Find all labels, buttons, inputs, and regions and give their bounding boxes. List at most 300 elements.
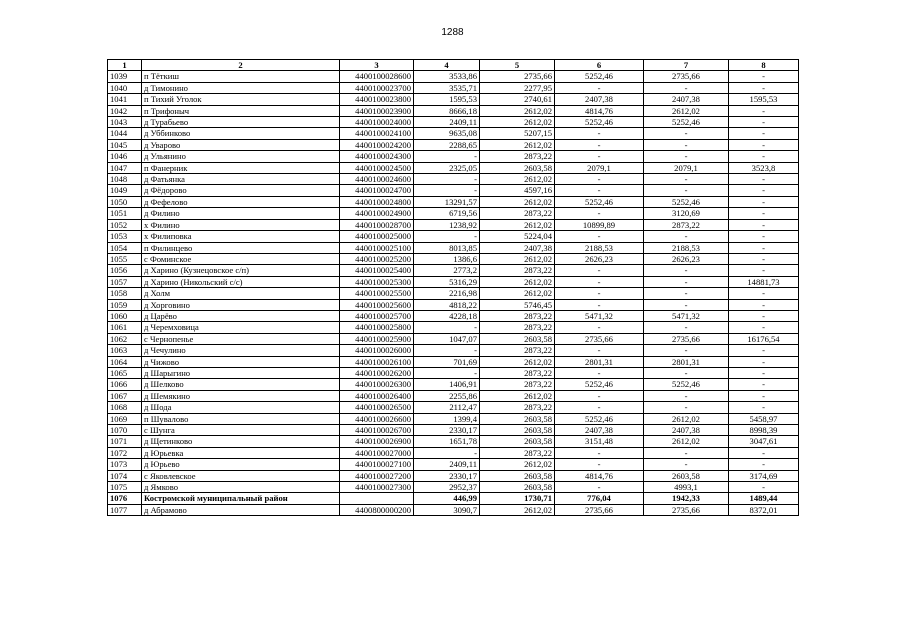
- table-row: [108, 436, 799, 447]
- settlement-name-cell: д Юрьевка: [142, 447, 340, 458]
- value-col-6-cell: -: [555, 139, 644, 150]
- code-cell: 4400100025300: [340, 276, 414, 287]
- data-table: [107, 59, 799, 516]
- row-number-cell: 1040: [108, 82, 142, 93]
- value-col-6-cell: 2801,31: [555, 356, 644, 367]
- row-number-cell: 1073: [108, 459, 142, 470]
- value-col-8-cell: -: [729, 265, 799, 276]
- settlement-name-cell: с Шунга: [142, 425, 340, 436]
- table-row: [108, 322, 799, 333]
- value-col-4-cell: 2409,11: [414, 117, 480, 128]
- table-row: [108, 219, 799, 230]
- row-number-cell: 1044: [108, 128, 142, 139]
- value-col-7-cell: 5252,46: [644, 117, 729, 128]
- settlement-name-cell: д Харино (Никольский с/с): [142, 276, 340, 287]
- value-col-5-cell: 2873,22: [480, 402, 555, 413]
- value-col-7-cell: 2079,1: [644, 162, 729, 173]
- settlement-name-cell: д Фатьянка: [142, 174, 340, 185]
- value-col-7-cell: -: [644, 367, 729, 378]
- value-col-8-cell: -: [729, 219, 799, 230]
- settlement-name-cell: Костромской муниципальный район: [142, 493, 340, 504]
- value-col-7-cell: 2873,22: [644, 219, 729, 230]
- row-number-cell: 1043: [108, 117, 142, 128]
- value-col-4-cell: 3533,86: [414, 71, 480, 82]
- value-col-5-cell: 2873,22: [480, 447, 555, 458]
- row-number-cell: 1054: [108, 242, 142, 253]
- value-col-8-cell: 8998,39: [729, 425, 799, 436]
- value-col-7-cell: 2735,66: [644, 333, 729, 344]
- table-row: [108, 82, 799, 93]
- row-number-cell: 1056: [108, 265, 142, 276]
- table-row: [108, 345, 799, 356]
- value-col-4-cell: 2112,47: [414, 402, 480, 413]
- value-col-6-cell: 10899,89: [555, 219, 644, 230]
- code-cell: 4400100024600: [340, 174, 414, 185]
- settlement-name-cell: д Щетинково: [142, 436, 340, 447]
- row-number-cell: 1069: [108, 413, 142, 424]
- value-col-5-cell: 2612,02: [480, 253, 555, 264]
- code-cell: 4400100025700: [340, 310, 414, 321]
- settlement-name-cell: д Чечулино: [142, 345, 340, 356]
- value-col-7-cell: -: [644, 128, 729, 139]
- value-col-7-cell: 2801,31: [644, 356, 729, 367]
- row-number-cell: 1055: [108, 253, 142, 264]
- value-col-8-cell: -: [729, 128, 799, 139]
- value-col-8-cell: -: [729, 402, 799, 413]
- row-number-cell: 1041: [108, 94, 142, 105]
- value-col-8-cell: -: [729, 379, 799, 390]
- value-col-6-cell: -: [555, 288, 644, 299]
- value-col-8-cell: -: [729, 174, 799, 185]
- table-row: [108, 447, 799, 458]
- value-col-7-cell: -: [644, 322, 729, 333]
- value-col-8-cell: -: [729, 253, 799, 264]
- table-row: [108, 333, 799, 344]
- value-col-8-cell: -: [729, 367, 799, 378]
- table-row: [108, 470, 799, 481]
- code-cell: 4400100027100: [340, 459, 414, 470]
- value-col-4-cell: 8666,18: [414, 105, 480, 116]
- settlement-name-cell: с Чернопенье: [142, 333, 340, 344]
- value-col-8-cell: -: [729, 288, 799, 299]
- value-col-8-cell: -: [729, 345, 799, 356]
- value-col-7-cell: -: [644, 299, 729, 310]
- table-body: [108, 71, 799, 516]
- value-col-7-cell: -: [644, 265, 729, 276]
- code-cell: 4400100025000: [340, 231, 414, 242]
- settlement-name-cell: д Чижово: [142, 356, 340, 367]
- value-col-4-cell: 1238,92: [414, 219, 480, 230]
- value-col-6-cell: -: [555, 367, 644, 378]
- value-col-6-cell: 2079,1: [555, 162, 644, 173]
- row-number-cell: 1047: [108, 162, 142, 173]
- value-col-8-cell: -: [729, 299, 799, 310]
- row-number-cell: 1062: [108, 333, 142, 344]
- value-col-5-cell: 2603,58: [480, 425, 555, 436]
- code-cell: 4400100024500: [340, 162, 414, 173]
- code-cell: 4400100023800: [340, 94, 414, 105]
- value-col-8-cell: -: [729, 105, 799, 116]
- value-col-5-cell: 2603,58: [480, 333, 555, 344]
- column-header-2: 2: [142, 60, 340, 71]
- code-cell: 4400100026300: [340, 379, 414, 390]
- settlement-name-cell: п Фанерник: [142, 162, 340, 173]
- settlement-name-cell: п Трифоныч: [142, 105, 340, 116]
- value-col-4-cell: 5316,29: [414, 276, 480, 287]
- row-number-cell: 1067: [108, 390, 142, 401]
- code-cell: 4400100026600: [340, 413, 414, 424]
- value-col-5-cell: 2873,22: [480, 265, 555, 276]
- table-row: [108, 174, 799, 185]
- code-cell: 4400100023700: [340, 82, 414, 93]
- settlement-name-cell: д Шарыгино: [142, 367, 340, 378]
- code-cell: 4400100025100: [340, 242, 414, 253]
- value-col-6-cell: -: [555, 231, 644, 242]
- column-header-7: 7: [644, 60, 729, 71]
- value-col-4-cell: 4818,22: [414, 299, 480, 310]
- value-col-7-cell: 5252,46: [644, 379, 729, 390]
- value-col-8-cell: -: [729, 71, 799, 82]
- settlement-name-cell: п Филинцево: [142, 242, 340, 253]
- table-row: [108, 413, 799, 424]
- row-number-cell: 1076: [108, 493, 142, 504]
- value-col-6-cell: -: [555, 459, 644, 470]
- settlement-name-cell: д Уварово: [142, 139, 340, 150]
- value-col-5-cell: 2603,58: [480, 482, 555, 493]
- settlement-name-cell: п Тихий Уголок: [142, 94, 340, 105]
- row-number-cell: 1039: [108, 71, 142, 82]
- value-col-5-cell: 2612,02: [480, 139, 555, 150]
- value-col-8-cell: -: [729, 117, 799, 128]
- row-number-cell: 1068: [108, 402, 142, 413]
- value-col-6-cell: -: [555, 447, 644, 458]
- table-row: [108, 139, 799, 150]
- settlement-name-cell: д Уббинково: [142, 128, 340, 139]
- value-col-4-cell: -: [414, 151, 480, 162]
- value-col-7-cell: 2612,02: [644, 413, 729, 424]
- value-col-4-cell: 2330,17: [414, 470, 480, 481]
- value-col-6-cell: 2407,38: [555, 94, 644, 105]
- table-row: [108, 425, 799, 436]
- code-cell: 4400100025200: [340, 253, 414, 264]
- value-col-5-cell: 2873,22: [480, 367, 555, 378]
- table-row: [108, 208, 799, 219]
- header-row: [108, 60, 799, 71]
- value-col-8-cell: -: [729, 447, 799, 458]
- value-col-7-cell: -: [644, 231, 729, 242]
- value-col-8-cell: 16176,54: [729, 333, 799, 344]
- value-col-4-cell: -: [414, 322, 480, 333]
- value-col-6-cell: 2735,66: [555, 333, 644, 344]
- value-col-8-cell: -: [729, 242, 799, 253]
- table-row-subtotal: [108, 493, 799, 504]
- code-cell: 4400100023900: [340, 105, 414, 116]
- code-cell: 4400100028700: [340, 219, 414, 230]
- value-col-8-cell: 5458,97: [729, 413, 799, 424]
- value-col-6-cell: -: [555, 151, 644, 162]
- table-row: [108, 265, 799, 276]
- table-row: [108, 310, 799, 321]
- column-header-6: 6: [555, 60, 644, 71]
- row-number-cell: 1045: [108, 139, 142, 150]
- value-col-8-cell: 1595,53: [729, 94, 799, 105]
- value-col-7-cell: -: [644, 390, 729, 401]
- row-number-cell: 1052: [108, 219, 142, 230]
- value-col-4-cell: 2288,65: [414, 139, 480, 150]
- row-number-cell: 1051: [108, 208, 142, 219]
- table-row: [108, 105, 799, 116]
- settlement-name-cell: д Фефелово: [142, 196, 340, 207]
- column-header-8: 8: [729, 60, 799, 71]
- row-number-cell: 1042: [108, 105, 142, 116]
- value-col-7-cell: 2612,02: [644, 436, 729, 447]
- code-cell: 4400100025600: [340, 299, 414, 310]
- code-cell: 4400100026200: [340, 367, 414, 378]
- value-col-4-cell: 13291,57: [414, 196, 480, 207]
- value-col-8-cell: -: [729, 322, 799, 333]
- row-number-cell: 1050: [108, 196, 142, 207]
- row-number-cell: 1074: [108, 470, 142, 481]
- value-col-7-cell: 2407,38: [644, 94, 729, 105]
- value-col-4-cell: -: [414, 185, 480, 196]
- value-col-4-cell: 2325,05: [414, 162, 480, 173]
- value-col-6-cell: -: [555, 402, 644, 413]
- code-cell: 4400100024700: [340, 185, 414, 196]
- value-col-6-cell: 5252,46: [555, 71, 644, 82]
- value-col-5-cell: 2277,95: [480, 82, 555, 93]
- table-row: [108, 299, 799, 310]
- value-col-5-cell: 2612,02: [480, 117, 555, 128]
- settlement-name-cell: д Черемховица: [142, 322, 340, 333]
- value-col-4-cell: 2330,17: [414, 425, 480, 436]
- value-col-6-cell: 3151,48: [555, 436, 644, 447]
- value-col-5-cell: 1730,71: [480, 493, 555, 504]
- row-number-cell: 1063: [108, 345, 142, 356]
- value-col-6-cell: -: [555, 299, 644, 310]
- value-col-5-cell: 5224,04: [480, 231, 555, 242]
- row-number-cell: 1046: [108, 151, 142, 162]
- row-number-cell: 1075: [108, 482, 142, 493]
- code-cell: 4400100026700: [340, 425, 414, 436]
- value-col-6-cell: 5252,46: [555, 379, 644, 390]
- value-col-6-cell: -: [555, 174, 644, 185]
- value-col-8-cell: 14881,73: [729, 276, 799, 287]
- value-col-5-cell: 2873,22: [480, 345, 555, 356]
- value-col-4-cell: -: [414, 345, 480, 356]
- column-header-3: 3: [340, 60, 414, 71]
- settlement-name-cell: д Шемякино: [142, 390, 340, 401]
- value-col-8-cell: 3523,8: [729, 162, 799, 173]
- code-cell: 4400100024000: [340, 117, 414, 128]
- table-row: [108, 162, 799, 173]
- row-number-cell: 1057: [108, 276, 142, 287]
- value-col-6-cell: -: [555, 276, 644, 287]
- row-number-cell: 1072: [108, 447, 142, 458]
- table-row: [108, 276, 799, 287]
- value-col-7-cell: 2735,66: [644, 504, 729, 515]
- value-col-4-cell: 1399,4: [414, 413, 480, 424]
- value-col-5-cell: 2873,22: [480, 208, 555, 219]
- value-col-7-cell: -: [644, 459, 729, 470]
- value-col-5-cell: 2740,61: [480, 94, 555, 105]
- table-row: [108, 288, 799, 299]
- table-row: [108, 196, 799, 207]
- row-number-cell: 1060: [108, 310, 142, 321]
- value-col-6-cell: 5252,46: [555, 413, 644, 424]
- value-col-4-cell: 9635,08: [414, 128, 480, 139]
- value-col-5-cell: 2612,02: [480, 105, 555, 116]
- value-col-7-cell: -: [644, 402, 729, 413]
- value-col-6-cell: -: [555, 185, 644, 196]
- value-col-4-cell: 1386,6: [414, 253, 480, 264]
- value-col-4-cell: 6719,56: [414, 208, 480, 219]
- value-col-5-cell: 2612,02: [480, 276, 555, 287]
- column-header-1: 1: [108, 60, 142, 71]
- value-col-7-cell: -: [644, 185, 729, 196]
- code-cell: 4400100025800: [340, 322, 414, 333]
- table-row: [108, 459, 799, 470]
- value-col-5-cell: 2612,02: [480, 356, 555, 367]
- value-col-7-cell: 4993,1: [644, 482, 729, 493]
- page-number: 1288: [441, 27, 464, 38]
- code-cell: 4400100028600: [340, 71, 414, 82]
- row-number-cell: 1058: [108, 288, 142, 299]
- value-col-5-cell: 2603,58: [480, 162, 555, 173]
- value-col-8-cell: 3047,61: [729, 436, 799, 447]
- value-col-8-cell: 1489,44: [729, 493, 799, 504]
- column-header-5: 5: [480, 60, 555, 71]
- value-col-4-cell: 2409,11: [414, 459, 480, 470]
- settlement-name-cell: с Фоминское: [142, 253, 340, 264]
- settlement-name-cell: х Филиповка: [142, 231, 340, 242]
- value-col-6-cell: 5252,46: [555, 196, 644, 207]
- table-row: [108, 185, 799, 196]
- table-row: [108, 390, 799, 401]
- table-row: [108, 128, 799, 139]
- row-number-cell: 1064: [108, 356, 142, 367]
- row-number-cell: 1077: [108, 504, 142, 515]
- settlement-name-cell: п Шувалово: [142, 413, 340, 424]
- settlement-name-cell: д Филино: [142, 208, 340, 219]
- settlement-name-cell: с Яковлевское: [142, 470, 340, 481]
- value-col-6-cell: 4814,76: [555, 470, 644, 481]
- settlement-name-cell: д Ульянино: [142, 151, 340, 162]
- value-col-8-cell: -: [729, 196, 799, 207]
- value-col-7-cell: 2626,23: [644, 253, 729, 264]
- table-row: [108, 379, 799, 390]
- value-col-4-cell: 701,69: [414, 356, 480, 367]
- code-cell: 4400100026100: [340, 356, 414, 367]
- value-col-6-cell: 2626,23: [555, 253, 644, 264]
- value-col-6-cell: -: [555, 265, 644, 276]
- value-col-8-cell: -: [729, 82, 799, 93]
- value-col-4-cell: 1651,78: [414, 436, 480, 447]
- value-col-6-cell: -: [555, 322, 644, 333]
- settlement-name-cell: д Юрьево: [142, 459, 340, 470]
- value-col-8-cell: -: [729, 231, 799, 242]
- value-col-8-cell: -: [729, 390, 799, 401]
- value-col-8-cell: -: [729, 208, 799, 219]
- settlement-name-cell: д Хорговино: [142, 299, 340, 310]
- code-cell: 4400100024100: [340, 128, 414, 139]
- value-col-5-cell: 2612,02: [480, 288, 555, 299]
- value-col-8-cell: -: [729, 310, 799, 321]
- value-col-4-cell: 2773,2: [414, 265, 480, 276]
- value-col-5-cell: 5207,15: [480, 128, 555, 139]
- code-cell: 4400100024900: [340, 208, 414, 219]
- value-col-5-cell: 2612,02: [480, 174, 555, 185]
- value-col-7-cell: 5471,32: [644, 310, 729, 321]
- value-col-4-cell: 446,99: [414, 493, 480, 504]
- settlement-name-cell: д Харино (Кузнецовское с/п): [142, 265, 340, 276]
- row-number-cell: 1061: [108, 322, 142, 333]
- row-number-cell: 1070: [108, 425, 142, 436]
- value-col-6-cell: 4814,76: [555, 105, 644, 116]
- value-col-4-cell: -: [414, 367, 480, 378]
- value-col-8-cell: -: [729, 151, 799, 162]
- value-col-5-cell: 2407,38: [480, 242, 555, 253]
- value-col-7-cell: 3120,69: [644, 208, 729, 219]
- value-col-8-cell: -: [729, 185, 799, 196]
- code-cell: 4400100026900: [340, 436, 414, 447]
- table-row: [108, 231, 799, 242]
- value-col-6-cell: -: [555, 82, 644, 93]
- value-col-7-cell: 2612,02: [644, 105, 729, 116]
- code-cell: 4400100025400: [340, 265, 414, 276]
- settlement-name-cell: п Тёткиш: [142, 71, 340, 82]
- table-row: [108, 253, 799, 264]
- value-col-7-cell: -: [644, 82, 729, 93]
- value-col-5-cell: 2612,02: [480, 390, 555, 401]
- value-col-4-cell: 3090,7: [414, 504, 480, 515]
- value-col-7-cell: -: [644, 447, 729, 458]
- settlement-name-cell: х Филино: [142, 219, 340, 230]
- value-col-7-cell: 2407,38: [644, 425, 729, 436]
- value-col-7-cell: 1942,33: [644, 493, 729, 504]
- code-cell: 4400100025500: [340, 288, 414, 299]
- value-col-6-cell: 2407,38: [555, 425, 644, 436]
- value-col-5-cell: 2612,02: [480, 196, 555, 207]
- value-col-8-cell: -: [729, 356, 799, 367]
- value-col-7-cell: -: [644, 139, 729, 150]
- settlement-name-cell: д Холм: [142, 288, 340, 299]
- value-col-5-cell: 2603,58: [480, 436, 555, 447]
- row-number-cell: 1065: [108, 367, 142, 378]
- value-col-4-cell: -: [414, 447, 480, 458]
- value-col-6-cell: -: [555, 390, 644, 401]
- value-col-8-cell: 8372,01: [729, 504, 799, 515]
- table-row: [108, 71, 799, 82]
- code-cell: 4400100027300: [340, 482, 414, 493]
- table-row: [108, 504, 799, 515]
- code-cell: 4400100026400: [340, 390, 414, 401]
- value-col-7-cell: -: [644, 288, 729, 299]
- value-col-6-cell: 5252,46: [555, 117, 644, 128]
- value-col-6-cell: 2735,66: [555, 504, 644, 515]
- code-cell: [340, 493, 414, 504]
- table-row: [108, 94, 799, 105]
- table-row: [108, 402, 799, 413]
- table-row: [108, 482, 799, 493]
- value-col-4-cell: 2216,98: [414, 288, 480, 299]
- code-cell: 4400100024200: [340, 139, 414, 150]
- value-col-7-cell: -: [644, 345, 729, 356]
- value-col-4-cell: 1047,07: [414, 333, 480, 344]
- value-col-5-cell: 5746,45: [480, 299, 555, 310]
- value-col-7-cell: 2188,53: [644, 242, 729, 253]
- value-col-8-cell: 3174,69: [729, 470, 799, 481]
- column-header-4: 4: [414, 60, 480, 71]
